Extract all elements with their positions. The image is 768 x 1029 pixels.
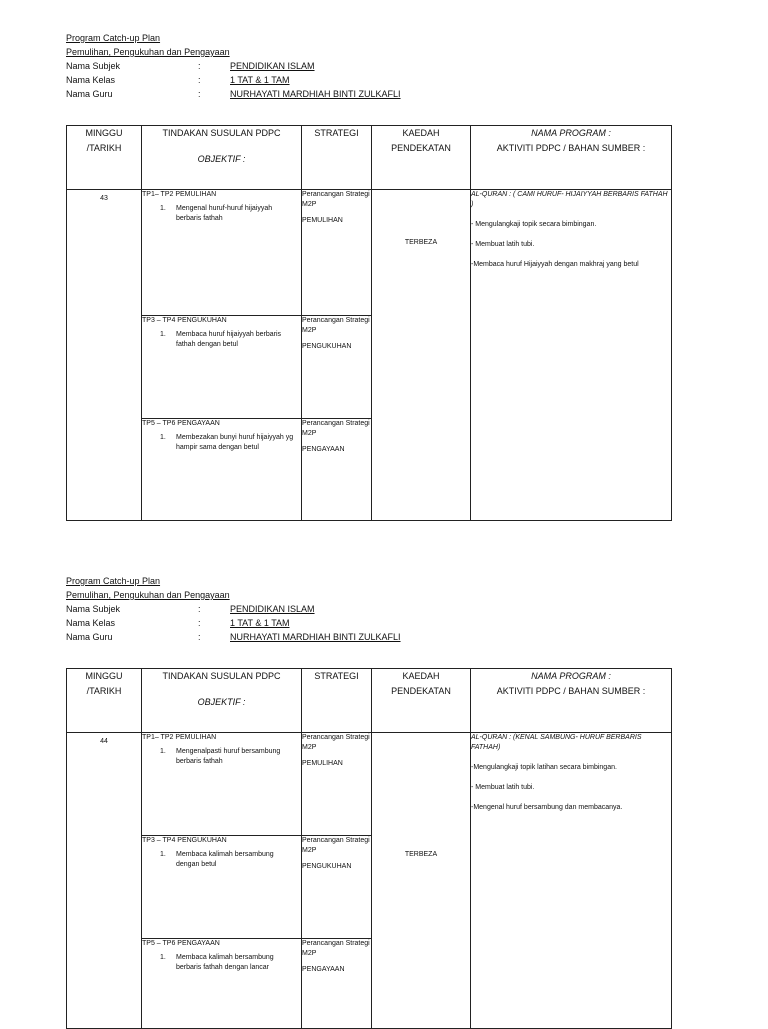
header-strategi: STRATEGI [302, 669, 372, 733]
plan-header [66, 31, 666, 101]
objective-cell: TP5 – TP6 PENGAYAAN 1. Membaca kalimah bersambung berbaris fathah dengan lancar [142, 939, 302, 1029]
program-title: Program Catch-up Plan [66, 576, 161, 586]
kaedah-cell: TERBEZA [372, 733, 471, 1029]
header-tindakan: TINDAKAN SUSULAN PDPC OBJEKTIF : [142, 126, 302, 190]
kaedah-cell: TERBEZA [372, 190, 471, 521]
field-colon: : [198, 604, 201, 614]
objective-cell: TP3 – TP4 PENGUKUHAN 1. Membaca huruf hijaiyyah berbaris fathah dengan betul [142, 316, 302, 419]
field-teacher [66, 87, 666, 101]
strategy-cell: Perancangan Strategi M2P PENGUKUHAN [302, 316, 372, 419]
objective-cell: TP5 – TP6 PENGAYAAN 1. Membezakan bunyi huruf hijaiyyah yg hampir sama dengan betul [142, 419, 302, 521]
field-colon: : [198, 61, 201, 71]
week-cell: 43 [67, 190, 142, 521]
field-class [66, 616, 666, 630]
field-colon: : [198, 89, 201, 99]
header-program: NAMA PROGRAM : AKTIVITI PDPC / BAHAN SUMBER : [471, 669, 672, 733]
field-value: 1 TAT & 1 TAM [230, 618, 290, 628]
strategy-cell: Perancangan Strategi M2P PEMULIHAN [302, 190, 372, 316]
objective-cell: TP3 – TP4 PENGUKUHAN 1. Membaca kalimah bersambung dengan betul [142, 836, 302, 939]
header-kaedah: KAEDAH PENDEKATAN [372, 669, 471, 733]
field-colon: : [198, 75, 201, 85]
field-label: Nama Kelas [66, 75, 116, 85]
field-value: NURHAYATI MARDHIAH BINTI ZULKAFLI [230, 89, 401, 99]
plan-header [66, 574, 666, 644]
table-row [67, 733, 672, 836]
field-value: 1 TAT & 1 TAM [230, 75, 290, 85]
strategy-cell: Perancangan Strategi M2P PENGUKUHAN [302, 836, 372, 939]
field-value: NURHAYATI MARDHIAH BINTI ZULKAFLI [230, 632, 401, 642]
field-subject [66, 59, 666, 73]
program-subtitle: Pemulihan, Pengukuhan dan Pengayaan [66, 590, 230, 600]
header-minggu: MINGGU /TARIKH [67, 669, 142, 733]
field-colon: : [198, 618, 201, 628]
objective-cell: TP1– TP2 PEMULIHAN 1. Mengenalpasti huruf bersambung berbaris fathah [142, 733, 302, 836]
plan-table [66, 668, 672, 1029]
field-label: Nama Guru [66, 89, 113, 99]
strategy-cell: Perancangan Strategi M2P PENGAYAAN [302, 939, 372, 1029]
program-cell: AL-QURAN : (KENAL SAMBUNG- HURUF BERBARIS FATHAH) -Mengulangkaji topik latihan secara bimbingan. - Membuat latih tubi. -Mengenal huruf bersambung dan membacanya. [471, 733, 672, 1029]
field-label: Nama Subjek [66, 604, 121, 614]
objective-cell: TP1– TP2 PEMULIHAN 1. Mengenal huruf-huruf hijaiyyah berbaris fathah [142, 190, 302, 316]
program-title: Program Catch-up Plan [66, 33, 161, 43]
header-strategi: STRATEGI [302, 126, 372, 190]
header-kaedah: KAEDAH PENDEKATAN [372, 126, 471, 190]
strategy-cell: Perancangan Strategi M2P PENGAYAAN [302, 419, 372, 521]
header-tindakan: TINDAKAN SUSULAN PDPC OBJEKTIF : [142, 669, 302, 733]
field-teacher [66, 630, 666, 644]
plan-table [66, 125, 672, 521]
header-program: NAMA PROGRAM : AKTIVITI PDPC / BAHAN SUMBER : [471, 126, 672, 190]
field-value: PENDIDIKAN ISLAM [230, 604, 315, 614]
program-cell: AL-QURAN : ( CAMI HURUF- HIJAIYYAH BERBARIS FATHAH ) - Mengulangkaji topik secara bimbingan. - Membuat latih tubi. -Membaca huruf Hijaiyyah dengan makhraj yang betul [471, 190, 672, 521]
field-label: Nama Guru [66, 632, 113, 642]
field-label: Nama Kelas [66, 618, 116, 628]
week-cell: 44 [67, 733, 142, 1029]
field-value: PENDIDIKAN ISLAM [230, 61, 315, 71]
strategy-cell: Perancangan Strategi M2P PEMULIHAN [302, 733, 372, 836]
field-subject [66, 602, 666, 616]
field-label: Nama Subjek [66, 61, 121, 71]
field-colon: : [198, 632, 201, 642]
table-header-row [67, 126, 672, 190]
header-minggu: MINGGU /TARIKH [67, 126, 142, 190]
table-header-row [67, 669, 672, 733]
program-subtitle: Pemulihan, Pengukuhan dan Pengayaan [66, 47, 230, 57]
table-row [67, 190, 672, 316]
field-class [66, 73, 666, 87]
